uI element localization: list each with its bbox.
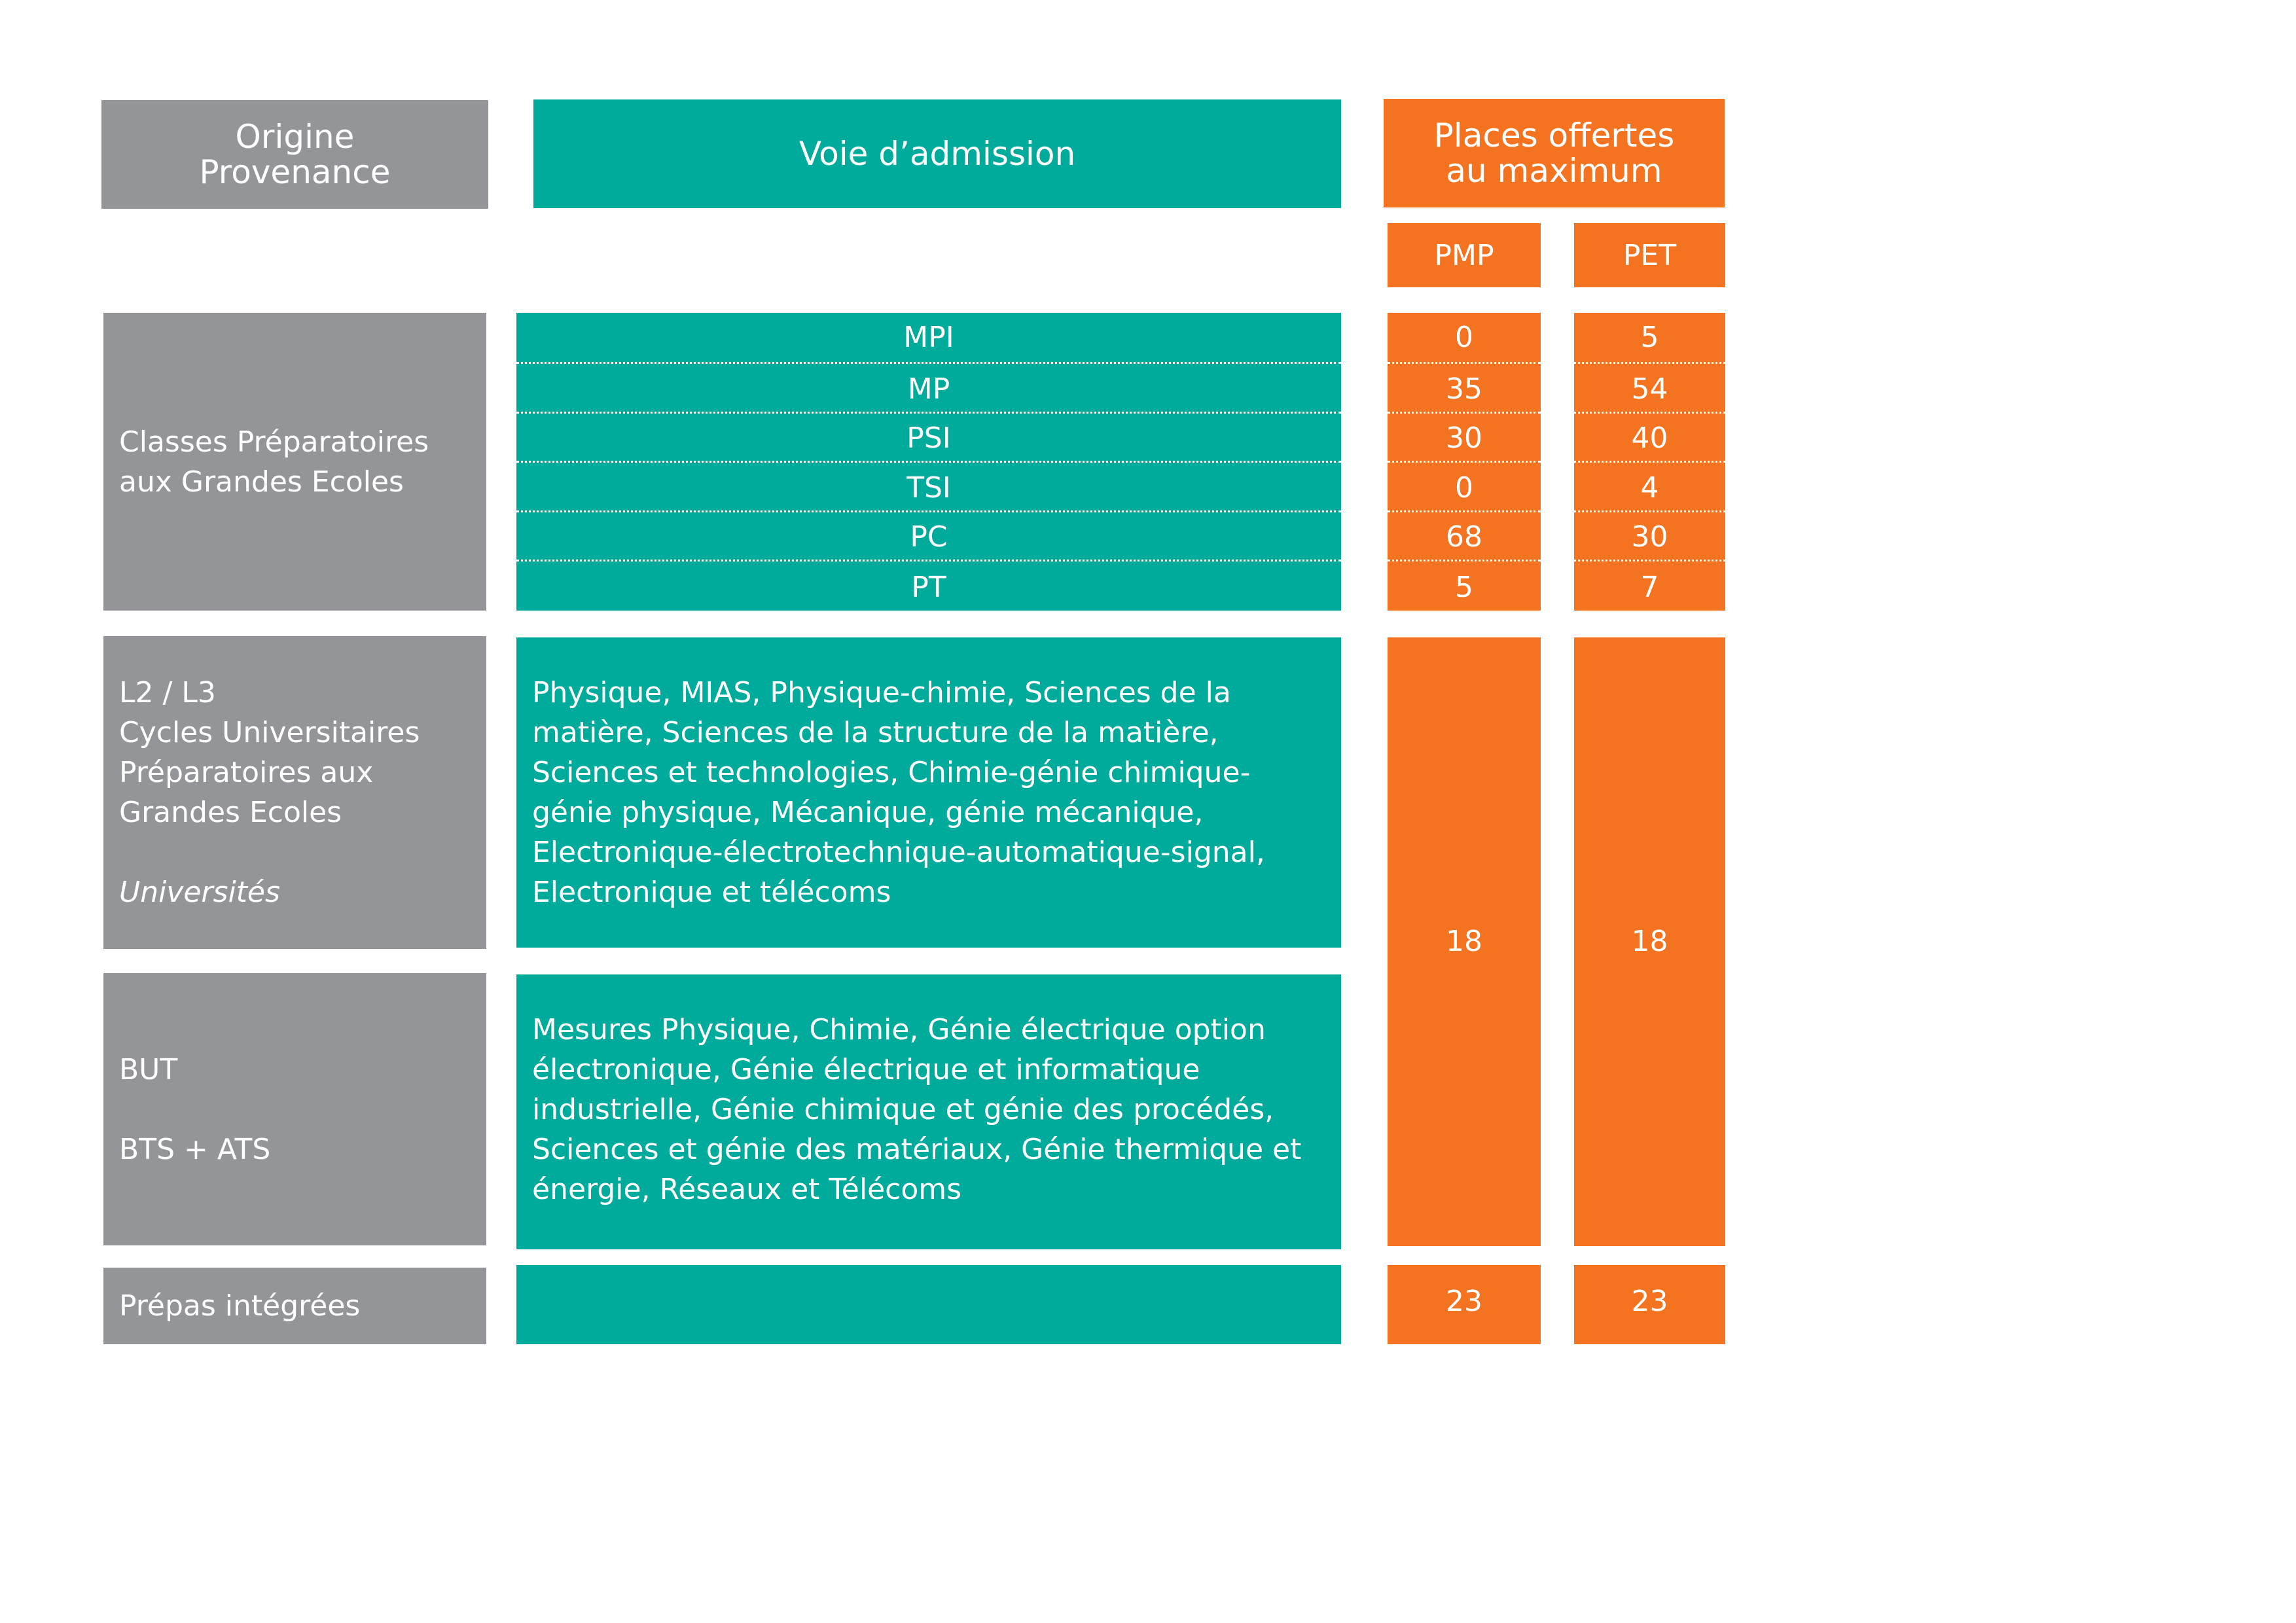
voie-but-line: Sciences et génie des matériaux, Génie thermique et [532,1133,1302,1166]
origin-cpge [103,313,486,611]
header-voie-label: Voie d’admission [798,135,1076,173]
origin-univ-line2: Cycles Universitaires [119,716,420,749]
pmp-value: 30 [1446,421,1482,455]
voie-row-mp [516,362,1341,414]
voie-row-psi [516,412,1341,463]
pmp-cell [1388,560,1541,613]
header-origin-line2: Provenance [199,153,391,191]
voie-prepas [516,1265,1341,1344]
voie-univ-line: Sciences et technologies, Chimie-génie chimique- [532,756,1251,789]
voie-label: MP [907,372,950,406]
origin-but-line1: BUT [119,1052,178,1086]
header-pet-label: PET [1623,238,1677,272]
origin-but [103,973,486,1245]
header-pet [1574,223,1725,287]
pet-cell [1574,362,1725,414]
header-origin [101,100,488,209]
origin-univ-line1: L2 / L3 [119,676,216,709]
origin-univ-line4: Grandes Ecoles [119,796,342,829]
voie-label: PT [911,570,946,604]
voie-label: PC [910,520,948,554]
pmp-cell [1388,362,1541,414]
voie-but-line: énergie, Réseaux et Télécoms [532,1173,962,1206]
pmp-shared-value: 18 [1446,925,1482,958]
pmp-value: 0 [1455,321,1473,354]
pmp-shared [1388,637,1541,1246]
pmp-value: 68 [1446,520,1482,554]
pet-prepas-value: 23 [1631,1285,1668,1318]
header-pmp [1388,223,1541,287]
pet-cell [1574,313,1725,362]
pet-value: 4 [1640,471,1659,505]
pet-cell [1574,412,1725,463]
pmp-cell [1388,313,1541,362]
voie-but [516,974,1341,1249]
spacer [119,832,486,872]
voie-row-pt [516,560,1341,613]
pet-cell [1574,510,1725,562]
pmp-cell [1388,412,1541,463]
voie-univ-line: génie physique, Mécanique, génie mécanique, [532,796,1204,829]
voie-row-tsi [516,461,1341,512]
header-places [1384,99,1725,207]
header-voie [533,99,1341,208]
voie-univ-line: Electronique et télécoms [532,876,891,909]
pet-value: 30 [1631,520,1668,554]
origin-cpge-line1: Classes Préparatoires [119,425,429,459]
voie-univ-line: Electronique-électrotechnique-automatique-signal, [532,836,1265,869]
pmp-value: 0 [1455,471,1473,505]
voie-universite [516,637,1341,948]
origin-univ-line3: Préparatoires aux [119,756,374,789]
pmp-prepas-value: 23 [1446,1285,1482,1318]
pet-cell [1574,461,1725,512]
pet-shared [1574,637,1725,1246]
header-places-line2: au maximum [1446,152,1662,190]
pmp-cell [1388,461,1541,512]
pmp-cpge-list [1388,313,1541,611]
voie-univ-line: matière, Sciences de la structure de la matière, [532,716,1219,749]
voie-label: TSI [906,471,951,505]
pet-value: 5 [1640,321,1659,354]
pet-value: 54 [1631,372,1668,406]
voie-row-pc [516,510,1341,562]
origin-prepas-label: Prépas intégrées [119,1289,361,1323]
voie-univ-line: Physique, MIAS, Physique-chimie, Sciences de la [532,676,1231,709]
pet-value: 40 [1631,421,1668,455]
pet-shared-value: 18 [1631,925,1668,958]
spacer [119,1090,486,1130]
pet-cpge-list [1574,313,1725,611]
header-pmp-label: PMP [1434,238,1494,272]
voie-row-mpi [516,313,1341,362]
voie-cpge-list [516,313,1341,611]
voie-but-line: électronique, Génie électrique et informatique [532,1053,1200,1086]
voie-but-line: industrielle, Génie chimique et génie des procédés, [532,1093,1274,1126]
header-places-line1: Places offertes [1433,116,1675,154]
origin-univ-italic: Universités [119,876,280,909]
pmp-prepas [1388,1265,1541,1344]
voie-label: MPI [903,321,954,354]
voie-label: PSI [906,421,951,455]
origin-universite [103,636,486,949]
pet-cell [1574,560,1725,613]
origin-but-line2: BTS + ATS [119,1132,271,1166]
pmp-cell [1388,510,1541,562]
pmp-value: 35 [1446,372,1482,406]
origin-cpge-line2: aux Grandes Ecoles [119,465,404,499]
voie-but-line: Mesures Physique, Chimie, Génie électrique option [532,1013,1266,1046]
pmp-value: 5 [1455,570,1473,604]
pet-prepas [1574,1265,1725,1344]
pet-value: 7 [1640,570,1659,604]
origin-prepas [103,1268,486,1344]
header-origin-line1: Origine [235,118,355,156]
